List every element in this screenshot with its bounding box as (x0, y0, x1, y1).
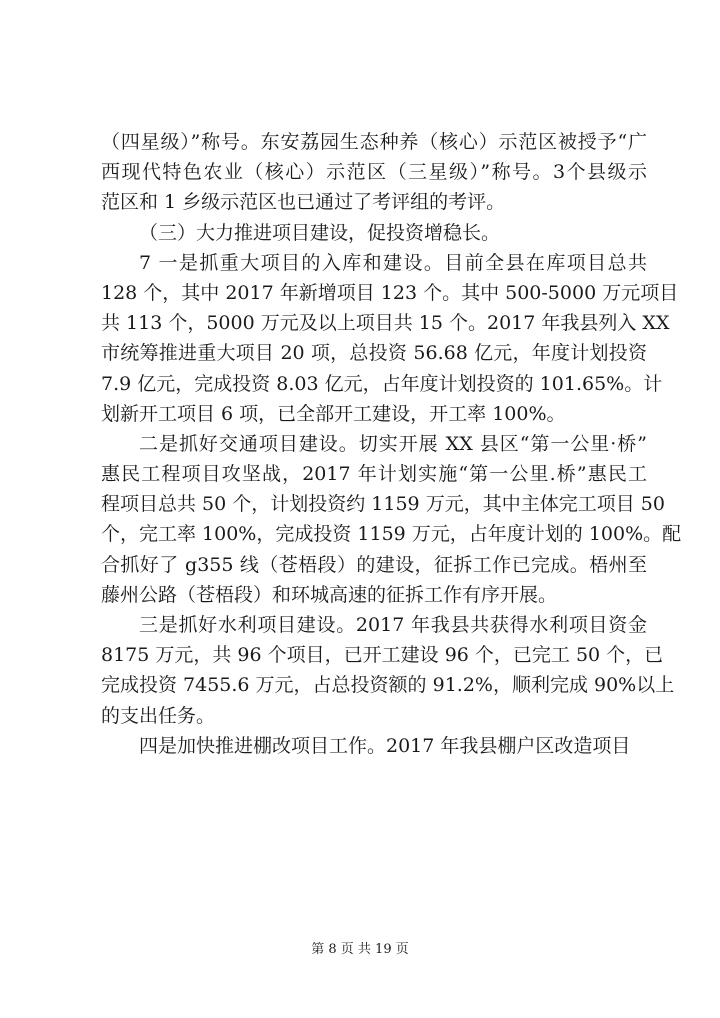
text-line: 西现代特色农业（核心）示范区（三星级）”称号。3个县级示 (101, 161, 647, 184)
text-line: 128 个，其中 2017 年新增项目 123 个。其中 500-5000 万元项目 (101, 281, 679, 304)
text-line: 四是加快推进棚改项目工作。2017 年我县棚户区改造项目 (139, 734, 631, 757)
text-line: （四星级）”称号。东安荔园生态种养（核心）示范区被授予“广 (101, 131, 647, 153)
text-line: 三是抓好水利项目建设。2017 年我县共获得水利项目资金 (139, 614, 647, 636)
text-line: 二是抓好交通项目建设。切实开展 XX 县区“第一公里·桥” (139, 432, 647, 455)
text-line: 个，完工率 100%，完成投资 1159 万元，占年度计划的 100%。配 (101, 523, 682, 546)
text-line: 市统筹推进重大项目 20 项，总投资 56.68 亿元，年度计划投资 (101, 342, 647, 365)
section-heading: （三）大力推进项目建设，促投资增稳长。 (139, 221, 501, 244)
text-line: 共 113 个，5000 万元及以上项目共 15 个。2017 年我县列入 XX (101, 312, 670, 335)
text-line: 的支出任务。 (101, 704, 216, 727)
text-line: 划新开工项目 6 项，已全部开工建设，开工率 100%。 (101, 402, 566, 425)
text-line: 藤州公路（苍梧段）和环城高速的征拆工作有序开展。 (101, 583, 558, 606)
text-line: 7 一是抓重大项目的入库和建设。目前全县在库项目总共 (139, 251, 647, 274)
text-line: 7.9 亿元，完成投资 8.03 亿元，占年度计划投资的 101.65%。计 (101, 372, 663, 395)
page-number-footer: 第 8 页 共 19 页 (311, 942, 409, 957)
text-line: 合抓好了 g355 线（苍梧段）的建设，征拆工作已完成。梧州至 (101, 553, 647, 576)
text-line: 程项目总共 50 个，计划投资约 1159 万元，其中主体完工项目 50 (101, 493, 665, 516)
document-body (101, 127, 682, 761)
text-line: 完成投资 7455.6 万元，占总投资额的 91.2%，顺利完成 90%以上 (101, 674, 675, 697)
text-line: 惠民工程项目攻坚战，2017 年计划实施“第一公里.桥”惠民工 (101, 463, 647, 486)
text-line: 范区和 1 乡级示范区也已通过了考评组的考评。 (101, 191, 506, 214)
text-line: 8175 万元，共 96 个项目，已开工建设 96 个，已完工 50 个，已 (101, 644, 664, 667)
